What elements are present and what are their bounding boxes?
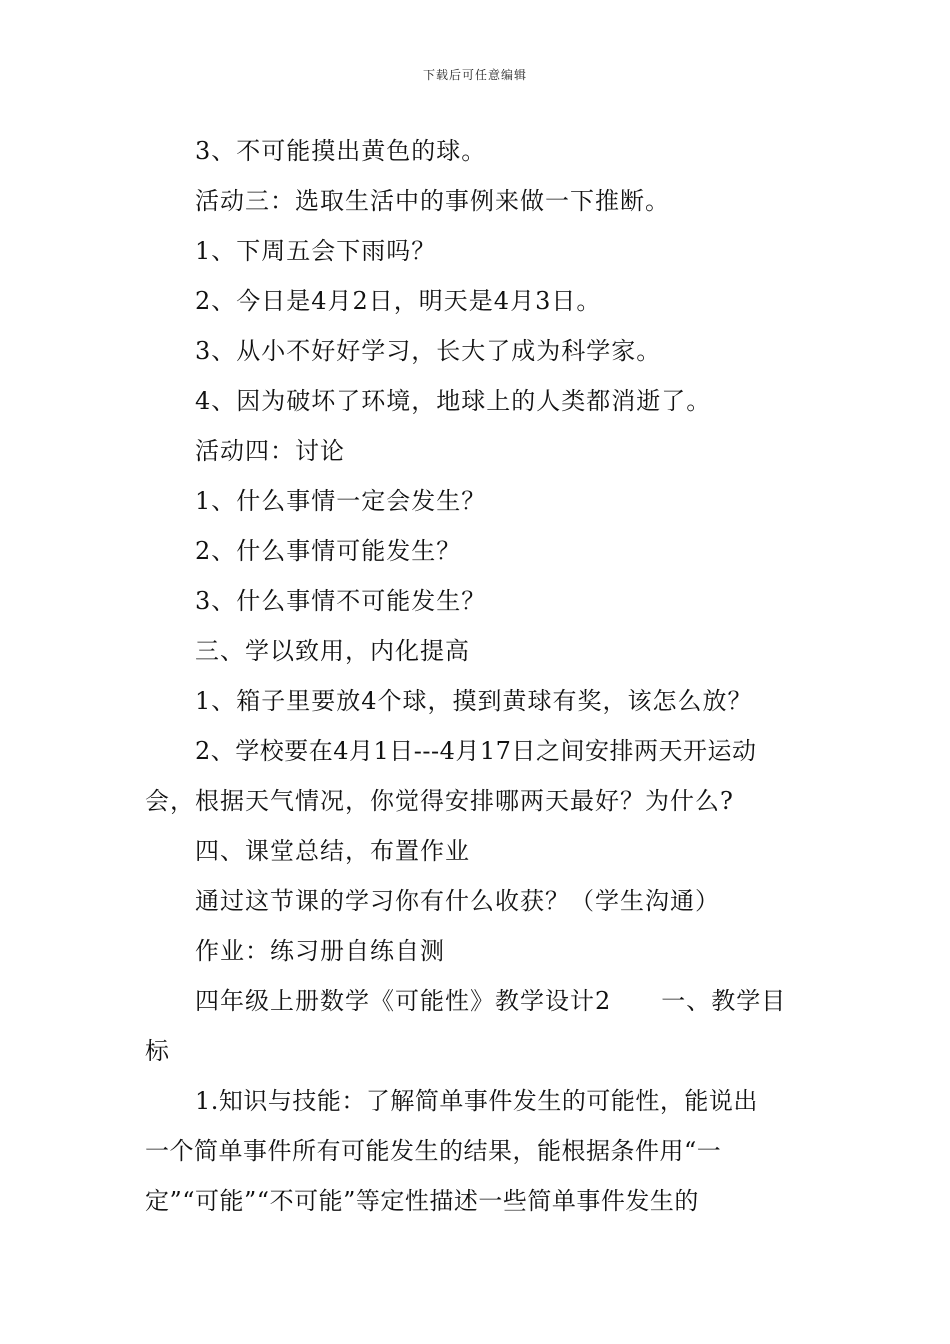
paragraph-line: 1.知识与技能：了解简单事件发生的可能性，能说出 [195, 1087, 758, 1115]
paragraph-line: 定”“可能”“不可能”等定性描述一些简单事件发生的 [145, 1187, 699, 1215]
paragraph-line: 3、什么事情不可能发生？ [195, 587, 487, 615]
paragraph-line: 3、从小不好好学习，长大了成为科学家。 [195, 337, 662, 365]
paragraph-line: 2、今日是4月2日，明天是4月3日。 [195, 287, 602, 315]
section-heading: 四、课堂总结，布置作业 [195, 837, 470, 865]
paragraph-line: 会，根据天气情况，你觉得安排哪两天最好？为什么? [145, 787, 734, 815]
paragraph-line: 活动三：选取生活中的事例来做一下推断。 [195, 187, 670, 215]
paragraph-line: 1、箱子里要放4个球，摸到黄球有奖，该怎么放？ [195, 687, 753, 715]
paragraph-line: 3、不可能摸出黄色的球。 [195, 137, 487, 165]
paragraph-line: 2、什么事情可能发生？ [195, 537, 462, 565]
paragraph-line: 1、什么事情一定会发生？ [195, 487, 487, 515]
paragraph-line: 2、学校要在4月1日---4月17日之间安排两天开运动 [195, 737, 757, 765]
document-title-line: 四年级上册数学《可能性》教学设计2 一、教学目 [195, 987, 787, 1015]
paragraph-line: 通过这节课的学习你有什么收获？（学生沟通） [195, 887, 720, 915]
section-heading: 活动四：讨论 [195, 437, 345, 465]
paragraph-line: 作业：练习册自练自测 [195, 937, 445, 965]
document-body [145, 126, 810, 1226]
paragraph-line: 标 [145, 1037, 170, 1065]
section-heading: 三、学以致用，内化提高 [195, 637, 470, 665]
paragraph-line: 一个简单事件所有可能发生的结果，能根据条件用“一 [145, 1137, 722, 1165]
page-header: 下载后可任意编辑 [422, 68, 527, 82]
paragraph-line: 4、因为破坏了环境，地球上的人类都消逝了。 [195, 387, 712, 415]
paragraph-line: 1、下周五会下雨吗？ [195, 237, 437, 265]
